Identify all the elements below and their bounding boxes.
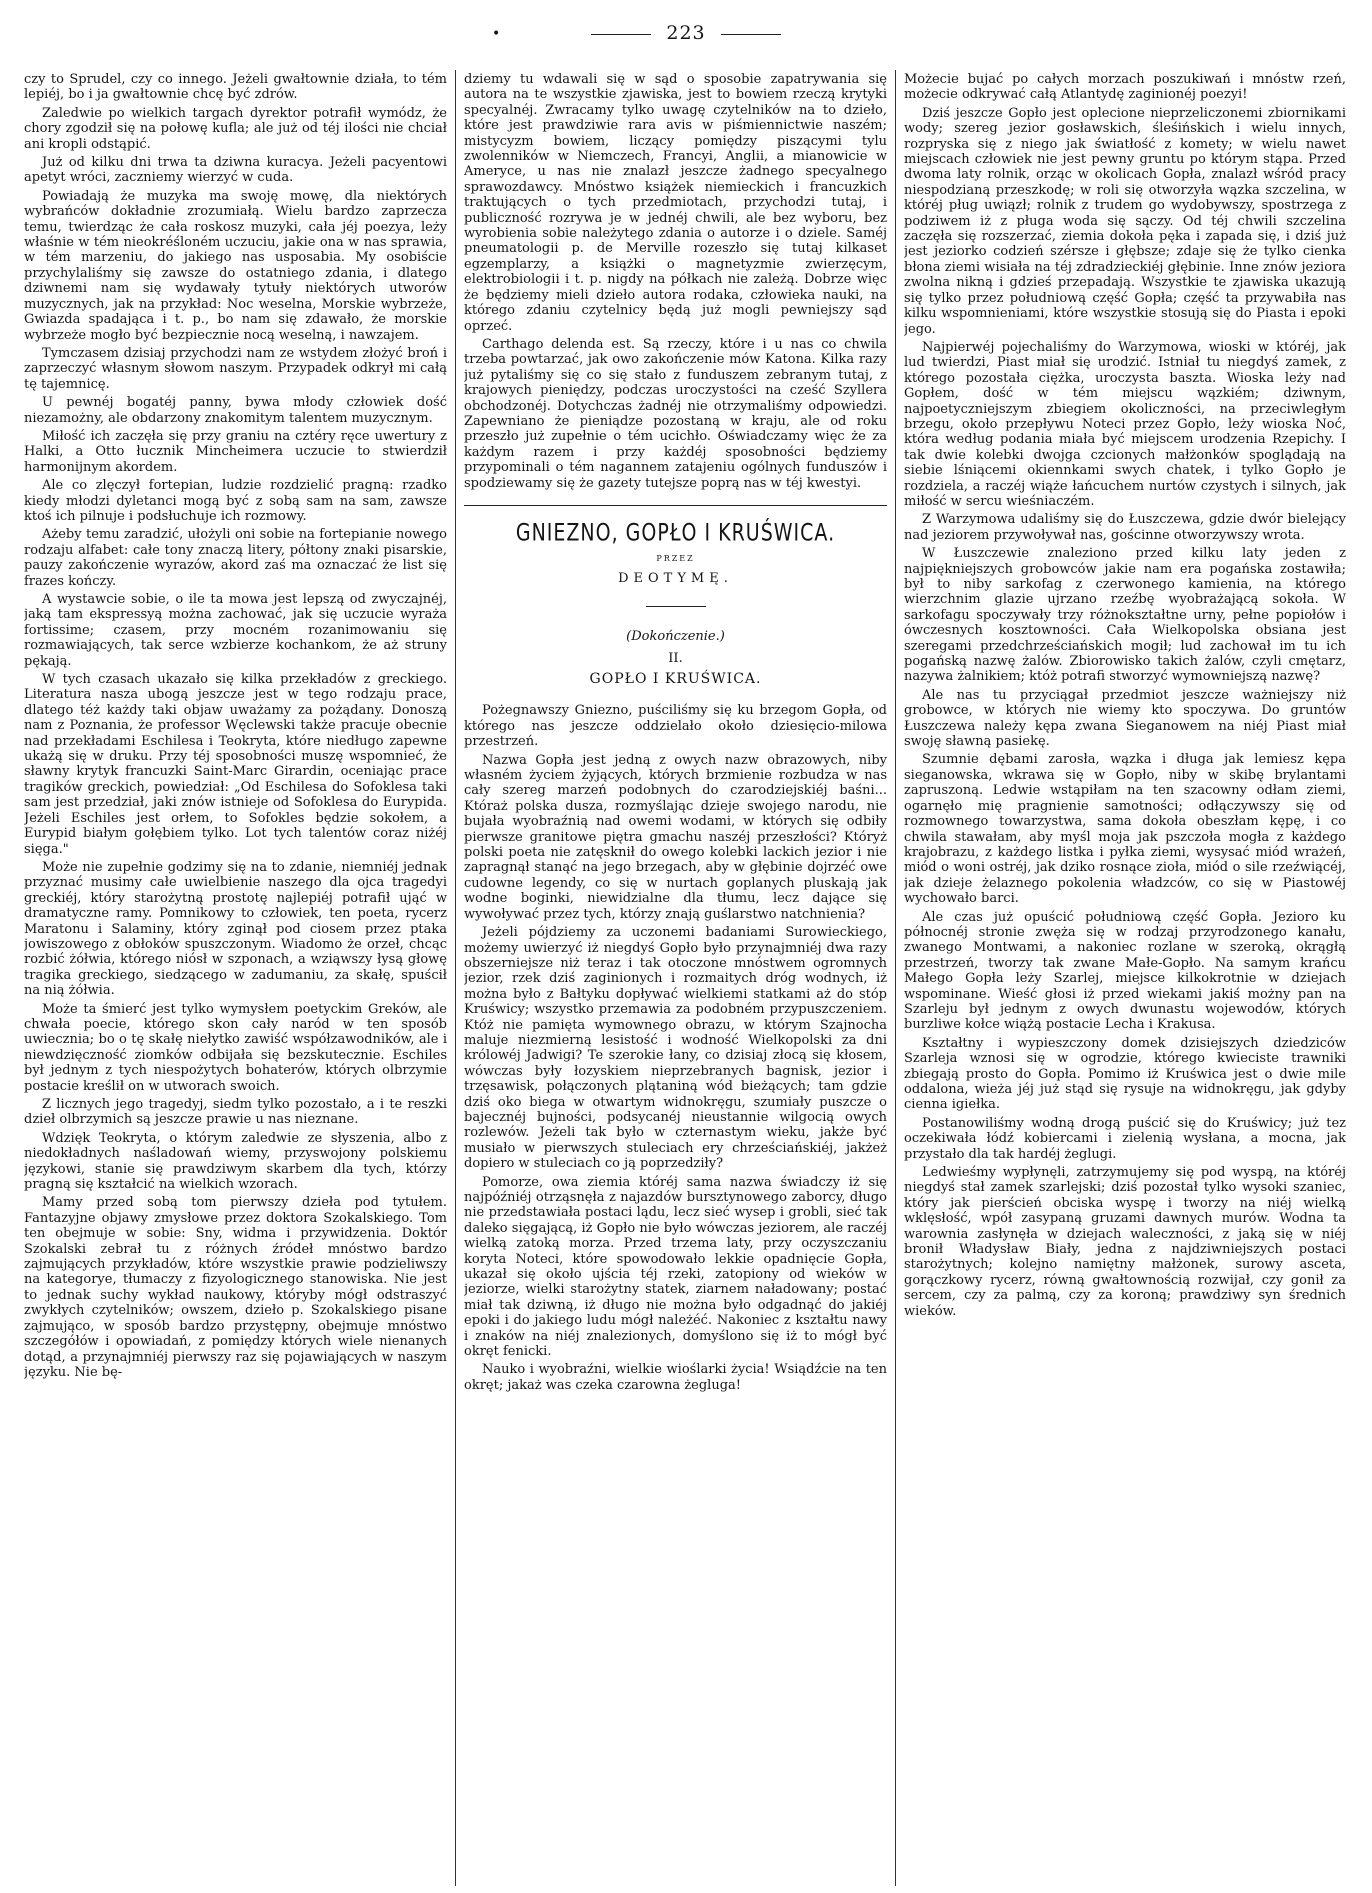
paragraph: Ale co zlęczył fortepian, ludzie rozdzielić pragną: rzadko kiedy młodzi dyletanci mogą być z sobą sam na sam, zawsze ktoś ich pilnuje i podsłuchuje ich rozmowy. [24,478,447,524]
paragraph: W tych czasach ukazało się kilka przekładów z greckiego. Literatura nasza ubogą jeszcze jest w tego rodzaju prace, dlatego téż każdy taki objaw uważamy za pożądany. Donoszą nam z Poznania, że professor Węclewski także pracuje obecnie nad przekładami Eschilesa i Teokryta, które niedługo zapewne ukażą się w druku. Przy téj sposobności muszę wspomnieć, że sławny krytyk francuzki Saint-Marc Girardin, oceniając prace tragików greckich, powiedział: „Od Eschilesa do Sofoklesa taki sam jest przedział, jaki znów istnieje od Sofoklesa do Eurypida. Jeżeli Eschiles jest orłem, to Sofokles będzie sokołem, a Eurypid białym gołębiem tylko. Lot tych talentów coraz niżéj sięga." [24,672,447,857]
column-2 [464,72,887,1884]
paragraph: Z licznych jego tragedyj, siedm tylko pozostało, a i te reszki dzieł olbrzymich są jeszcze prawie u nas nieznane. [24,1097,447,1128]
paragraph: Mamy przed sobą tom pierwszy dzieła pod tytułem. Fantazyjne objawy zmysłowe przez doktora Szokalskiego. Tom ten obejmuje w sobie: Sny, widma i przywidzenia. Doktór Szokalski zebrał tu z różnych źródeł mnóstwo bardzo zajmujących przykładów, które wszystkie prawie podzieliwszy na kategorye, tłumaczy z fizyologicznego stanowiska. Nie jest to jednak suchy wykład naukowy, któryby mógł odstraszyć zwykłych czytelników; owszem, dzieło p. Szokalskiego pisane zajmująco, w sposób bardzo przystępny, obejmuje mnóstwo szczegółów i opowiadań, z pomiędzy których wiele nienanych dotąd, a przynajmniéj pierwszy raz się pojawiających w naszym języku. Nie bę- [24,1195,447,1380]
paragraph: Pomorze, owa ziemia któréj sama nazwa świadczy iż się najpóźniéj otrząsnęła z najazdów bursztynowego zaborcy, długo nie przedstawiała postaci lądu, lecz sieć wysep i grobli, sieć tak daleko sięgającą, iż Gopło nie było wówczas jeziorem, ale raczéj wielką zatoką morza. Przed trzema laty, przy oczyszczaniu koryta Noteci, które spowodowało lekkie opadnięcie Gopła, ukazał się około ujścia téj rzeki, zatopiony od wieków w jeziorze, wielki starożytny statek, ziarnem naładowany; postać miał tak dziwną, iż długo nie można było odgadnąć do jakiéj epoki i do jakiego ludu mógł należéć. Nakoniec z kształtu nawy i znaków na niéj znalezionych, domyślono się iż to mógł być okręt fenicki. [464,1174,887,1360]
paragraph: Ale nas tu przyciągał przedmiot jeszcze ważniejszy niż grobowce, w których nie wiemy kto spoczywa. Do gruntów Łuszczewa należy kępa zwana Sieganowem na niéj Piast miał swoję sławną pasiekę. [904,687,1346,750]
paragraph: Ledwieśmy wypłynęli, zatrzymujemy się pod wyspą, na któréj niegdyś stał zamek szarlejski; dziś pozostał tylko wysoki szaniec, który jak pierścień obciska wyspę i tworzy na niéj wielką wklęsłość, wpół zasypaną gruzami dawnych murów. Wodna ta warownia zasłynęła w dziejach waleczności, z jaką się w niéj bronił Władysław Biały, jedna z najdziwniejszych postaci starożytnych; kolejno namiętny małżonek, surowy asceta, gorączkowy rycerz, równą gwałtownością rozwijał, czy gonił za sercem, czy za palmą, czy za koroną; prawdziwy syn średnich wieków. [904,1165,1346,1319]
article-title: GNIEZNO, GOPŁO I KRUŚWICA. [515,519,836,547]
header-rule-right [721,34,781,35]
paragraph: Pożegnawszy Gniezno, puściliśmy się ku brzegom Gopła, od którego nas jeszcze oddzielało około dziesięcio-milowa przestrzeń. [464,703,887,750]
paragraph: Miłość ich zaczęła się przy graniu na cztéry ręce uwertury z Halki, a Otto łucznik Mincheimera uczucie to stwierdził harmonijnym akordem. [24,428,447,475]
paragraph: Nazwa Gopła jest jedną z owych nazw obrazowych, niby własném życiem żyjących, których brzmienie rozbudza w nas cały szereg marzeń podobnych do czarodziejskiéj baśni... Któraż polska dusza, rozmyślając dzieje swojego narodu, nie bujała wyobraźnią nad owemi wodami, w których się odbiły pierwsze granitowe piętra gmachu naszéj przeszłości? Któryż polski poeta nie zatęsknił do owego kolebki lackich jezior i nie zapragnął stanąć na jego brzegach, aby w głębinie dojrzéć owe cudowne legendy, co się w nurtach goplanych pluskają jak wodne boginki, niewidzialne dla tłumu, lecz dające się wywoływać przez tych, którzy znają guślarstwo natchnienia? [464,752,887,922]
paragraph: Wdzięk Teokryta, o którym zaledwie ze słyszenia, albo z niedokładnych naśladowań wiemy, przyswojony polskiemu językowi, stanie się prawdziwym skarbem dla tych, którzy pragną się kształcić na wielkich wzorach. [24,1130,447,1193]
paragraph: Najpierwéj pojechaliśmy do Warzymowa, wioski w któréj, jak lud twierdzi, Piast miał się urodzić. Istniał tu niegdyś zamek, z którego pozostała ciężka, uroczysta baszta. Wioska leży nad Gopłem, dość w tém miejscu wązkiém; dziwnym, najpoetyczniejszym zbiegiem okoliczności, na przeciwległym brzegu, około przepływu Noteci przez Gopło, leży wioska Noć, która według podania miała być miejscem urodzenia Rzepichy. I tak dwie kolebki dwojga czcionych małżonków spoglądają na siebie lśniącemi okiennkami swych chatek, i tylko Gopło je rozdziela, a raczéj wiąże łańcuchem nurtów czystych i silnych, jak miłość w sercu wieśniaczém. [904,339,1346,509]
paragraph: W Łuszczewie znaleziono przed kilku laty jeden z najpiękniejszych grobowców jakie nam era pogańska zostawiła; był to niby sarkofag z czerwonego kamienia, na którego wierzchnim glazie ujrzano rzeźbę wyobrażającą sokoła. W sarkofagu spoczywały trzy różnokształtne urny, pełne popiołów i ówczesnych kosztowności. Cała Wielkopolska obsiana jest szeregami przedchrześciańskich mogił; lud zachował im tu ich pogańską nazwę żalów. Zbiorowisko takich żalów, czyli cmętarz, nazywa żalnikiem; któż potrafi stworzyć wymowniejszą nazwę? [904,546,1346,685]
article-subtitle: GOPŁO I KRUŚWICA. [589,671,762,687]
paragraph: Ale czas już opuścić południową część Gopła. Jezioro ku północnéj stronie zwęża się w rodzaj przyrodzonego kanału, zwanego Montwami, a nakoniec rozlane w szeroką, okrągłą przestrzeń, tworzy tak zwane Małe-Gopło. Na samym krańcu Małego Gopła leży Szarlej, miejsce kilkokrotnie w dziejach wspominane. Wieść głosi iż przed wiekami jakiś możny pan na Szarleju był jednym z owych dwunastu wojewodów, których burzliwe kołce wiążą postacie Lecha i Krakusa. [904,909,1346,1033]
header-rule-left [591,34,651,35]
paragraph: czy to Sprudel, czy co innego. Jeżeli gwałtownie działa, to tém lepiéj, bo i ja gwałtownie chcę być zdrów. [24,72,447,103]
paragraph: Zaledwie po wielkich targach dyrektor potrafił wymódz, że chory zgodził się na połowę kufla; ale już od téj ilości nie chciał ani kropli odstąpić. [24,105,447,152]
article-part: II. [668,650,683,666]
paragraph: Ażeby temu zaradzić, ułożyli oni sobie na fortepianie nowego rodzaju alfabet: całe tony znaczą litery, półtony znaki pisarskie, pauzy zakończenie wyrazów, akord zaś ma oznaczać że list się frazes kończy. [24,527,447,589]
paragraph: A wystawcie sobie, o ile ta mowa jest lepszą od zwyczajnéj, jaką tam ekspressyą można zachować, jak się uczucie wyraża fortissime; czasem, przy mocném rozanimowaniu się rozmawiających, tak serce wzbierze kochankom, że aż struny pękają. [24,592,447,669]
article-author: DEOTYMĘ. [618,570,733,586]
page-header [0,22,1372,52]
column-divider-2 [895,70,896,1886]
paragraph: Nauko i wyobraźni, wielkie wioślarki życia! Wsiądźcie na ten okręt; jakaż was czeka czarowna żegluga! [464,1362,887,1393]
paragraph: Już od kilku dni trwa ta dziwna kuracya. Jeżeli pacyentowi apetyt wróci, zaczniemy wierzyć w cuda. [24,155,447,186]
column-1 [24,72,447,1884]
paragraph: Może nie zupełnie godzimy się na to zdanie, niemniéj jednak przyznać musimy całe uwielbienie naszego dla ojca tragedyi greckiéj, który starożytną prostotę najlepiéj potrafił ująć w dramatyczne ramy. Pomnikowy to człowiek, ten poeta, rycerz Maratonu i Salaminy, który zginął pod ciosem przez ptaka jowiszowego z obłoków spuszczonym. Wiadomo że orzeł, chcąc rozbić żółwia, którego niósł w szponach, a wziąwszy łysą głowę tragika greckiego, siedzącego w zadumaniu, za skałę, spuścił na nią żółwia. [24,859,447,999]
paragraph: Szumnie dębami zarosła, wązka i długa jak lemiesz kępa sieganowska, wkrawa się w Gopło, niby w skibę brylantami zapruszoną. Ledwie wstąpiłam na ten szacowny odłam ziemi, ogarnęło mię pragnienie samotności; odłączywszy się od rozmownego towarzystwa, sama dokoła obeszłam kępę, i co chwila stawałam, aby myśl moja jak pszczoła mogła z każdego krajobrazu, z każdego listka i pyłka ziemi, wysysać miód wrażeń, miód o woni ostréj, jak dziko rosnące zioła, miód o sile rzeźwiącéj, jak dzieje żelaznego pokolenia władzców, co się w Piastowéj wychowało barci. [904,752,1346,907]
page-number: 223 [666,22,706,44]
article-continued: (Dokończenie.) [626,629,725,645]
header-mark: • [492,26,502,42]
column-divider-1 [455,70,456,1886]
paragraph: Z Warzymowa udaliśmy się do Łuszczewa, gdzie dwór bielejący nad jeziorem przywoływał nas, gościnne otworzywszy wrota. [904,512,1346,543]
paragraph: Jeżeli pójdziemy za uczonemi badaniami Surowieckiego, możemy uwierzyć iż niegdyś Gopło było przynajmniéj dwa razy obszerniejsze niż teraz i tak otoczone mnóstwem ogromnych jezior, rzek dziś zaginionych i rozmaitych dróg wodnych, iż można było z Bałtyku dopływać wielkiemi statkami aż do stóp Kruświcy; wszystko przemawia za podobném przypuszczeniem. Któż nie pamięta wymownego obrazu, w którym Szajnocha maluje niezmierną lesistość i wodność Wielkopolski za dni królowéj Jadwigi? Te szerokie łany, co dzisiaj złocą się kłosem, wówczas były łozyskiem nieprzebranych bagnisk, jezior i trzęsawisk, połączonych plątaniną wód bieżących; tam gdzie dziś oko biega w otwartym widnokręgu, szumiały puszcze o bajecznéj bujności, podsycanéj nieustannie wilgocią owych rozlewów. Jeżeli tak było w czternastym wieku, jakże być musiało w pierwszych stuleciach ery chrześciańskiéj, jakżeż dopiero w stuleciach co ją poprzedziły? [464,925,887,1172]
paragraph: Carthago delenda est. Są rzeczy, które i u nas co chwila trzeba powtarzać, jak owo zakończenie mów Katona. Kilka razy już pytaliśmy się co się stało z funduszem zebranym tutaj, z krajowych pieniędzy, podczas uroczystości na cześć Szyllera obchodzonéj. Dotychczas żadnéj nie otrzymaliśmy odpowiedzi. Zapewniano że pieniądze pozostaną w kraju, ale od roku przeszło już zupełnie o tém ucichło. Oświadczamy więc że za każdym razem i przy każdéj sposobności będziemy przypominali o tém nagannem zatajeniu ogólnych funduszów i spodziewamy się że gazety tutejsze poprą nas w téj kwestyi. [464,336,887,491]
paragraph: Postanowiliśmy wodną drogą puścić się do Kruświcy; już tez oczekiwała łódź kobiercami i zielenią wysłana, a mocna, jak przystało dla tak hardéj żeglugi. [904,1115,1346,1162]
paragraph: Możecie bujać po całych morzach poszukiwań i mnóstw rzeń, możecie odkrywać całą Atlantydę zaginionéj poezyi! [904,72,1346,103]
column-3 [904,72,1346,1884]
section-divider [464,505,887,506]
title-rule [646,606,706,607]
paragraph: U pewnéj bogatéj panny, bywa młody człowiek dość niezamożny, ale obdarzony znakomitym talentem muzycznym. [24,395,447,426]
paragraph: Dziś jeszcze Gopło jest oplecione nieprzeliczonemi zbiornikami wody; szereg jezior gosławskich, śleśińskich i wielu innych, rozpryska się z niego jak światłość z komety; w wielu nawet miejscach człowiek nie jest pewny gruntu po którym stąpa. Przed dwoma laty rolnik, orząc w okolicach Gopła, znalazł wśród pracy niespodzianą przeszkodę; w roli się otworzyła wązka szczelina, w któréj pług uwiązł; rolnik z trudem go wydobywszy, spostrzega z podziwem iż z pługa woda się sączy. Od téj chwili szczelina zaczęła się rozszerzać, ziemia dokoła pęka i zapada się, i dziś już jest jeziorko codzień szérsze i głębsze; zdaje się że tylko cienka błona ziemi wisiała na téj zdradzieckiéj głębinie. Inne znów jeziora zwolna nikną i gdzieś przepadają. Wszystkie te zjawiska ukazują się tylko przez południową część Gopła; część ta przywabiła nas kilku wspomnieniami, które wszystkie stosują się do Piasta i epoki jego. [904,105,1346,337]
paragraph: Tymczasem dzisiaj przychodzi nam ze wstydem złożyć broń i zaprzeczyć własnym słowom naszym. Przypadek odkrył mi całą tę tajemnicę. [24,345,447,392]
paragraph: dziemy tu wdawali się w sąd o sposobie zapatrywania się autora na te wszystkie zjawiska, jest to bowiem rzeczą krytyki specyalnéj. Zwracamy tylko uwagę czytelników na to dzieło, które jest prawdziwie rara avis w piśmiennictwie naszém; mistycyzm bowiem, liczący pomiędzy piszącymi tylu zwolenników w Niemczech, Francyi, Anglii, a mianowicie w Ameryce, u nas nie znalazł jeszcze żadnego specyalnego sprawozdawcy. Mnóstwo książek niemieckich i francuzkich traktujących o tych przedmiotach, przychodzi tutaj, i publiczność rozrywa je w jednéj chwili, ale bez wyboru, bez wyrobienia sobie należytego zdania o autorze i o dziele. Saméj pneumatologii p. de Merville rozeszło się tutaj kilkaset egzemplarzy, a książki o magnetyzmie zwierzęcym, elektrobiologii i t. p. nigdy na półkach nie zależą. Dobrze więc że będziemy mieli dzieło autora rodaka, człowieka nauki, na którego zdaniu czytelnicy będą już mogli pewniejszy sąd oprzeć. [464,72,887,334]
paragraph: Kształtny i wypieszczony domek dzisiejszych dziedziców Szarleja wznosi się w ogrodzie, którego kwieciste trawniki zbiegają prosto do Gopła. Pomimo iż Kruświca jest o dwie mile oddalona, wieża jéj już stąd się rysuje na widnokręgu, jak gdyby cienna igiełka. [904,1035,1346,1113]
paragraph: Powiadają że muzyka ma swoję mowę, dla niektórych wybrańców dokładnie zrozumiałą. Wielu bardzo zaprzecza temu, twierdząc że cała roskosz muzyki, cała jéj poezya, leży właśnie w tém nieokréśloném uczuciu, jakie ona w nas sprawia, w tém marzeniu, do jakiego nas usposabia. My osobiście przychylaliśmy się zawsze do ostatniego zdania, i dlatego dziwnemi nam się wydawały tytuły niektórych utworów muzycznych, jak na przykład: Noc weselna, Morskie wybrzeże, Gwiazda spadająca i t. p., bo nam się zdawało, że morskie wybrzeże mogło być bezpiecznie nocą weselną, i nawzajem. [24,188,447,343]
article-byline: PRZEZ [656,554,695,564]
paragraph: Może ta śmierć jest tylko wymysłem poetyckim Greków, ale chwała poecie, którego skon cały naród w ten sposób uwiecznia; bo o tę skałę niełytko zawiść współzawodników, ale i niewdzięczność ziomków odbijała się bezskutecznie. Eschiles był jednym z tych niespożytych bohaterów, których olbrzymie postacie kreślił on w utworach swoich. [24,1001,447,1094]
